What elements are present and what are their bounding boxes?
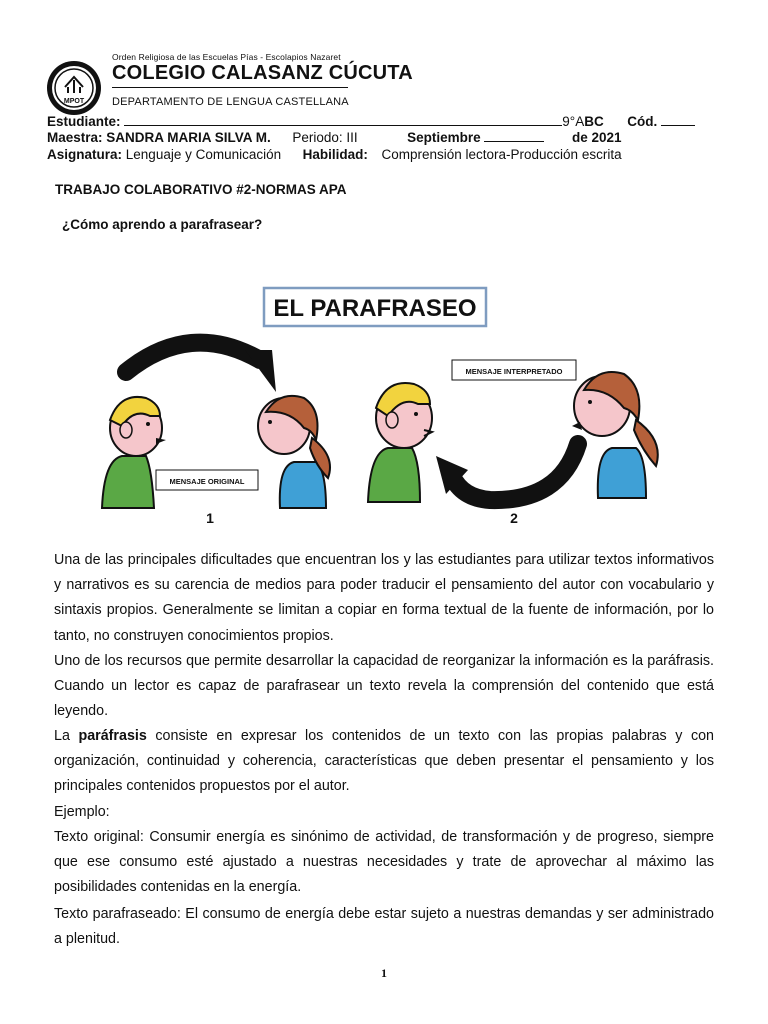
step-number: 1 — [206, 510, 214, 526]
boy-figure — [102, 397, 166, 508]
paragraph: Una de las principales dificultades que encuentran los y las estudiantes para utilizar textos informativos y narrativos es su carencia de medios para poder traducir el pensamiento del autor con vocabulario y sintaxis propios. Generalmente se limitan a copiar en forma textual de la fuente de información, por lo tanto, no construyen conocimientos propios. — [54, 552, 714, 644]
document-title: TRABAJO COLABORATIVO #2-NORMAS APA — [55, 182, 347, 197]
skill-label: Habilidad: — [302, 147, 368, 162]
paragraph-text: consiste en expresar los contenidos de un texto con las propias palabras y con organización, continuidad y coherencia, características que deben presentar el pensamiento y los principales contenidos propuestos por el autor. — [54, 728, 714, 795]
paraphrased-text: Texto parafraseado: El consumo de energía debe estar sujeto a nuestras demandas y ser administrado a plenitud. — [54, 906, 714, 948]
teacher-row — [47, 130, 622, 145]
divider — [112, 87, 348, 88]
svg-text:MENSAJE INTERPRETADO: MENSAJE INTERPRETADO — [465, 367, 563, 376]
month-label: Septiembre — [407, 130, 481, 145]
svg-text:EL PARAFRASEO: EL PARAFRASEO — [273, 295, 477, 322]
girl-figure — [258, 396, 330, 508]
svg-text:MPOT: MPOT — [63, 98, 85, 105]
original-text: Texto original: Consumir energía es sinónimo de actividad, de transformación y de progreso, siempre que ese consumo esté ajustado a nuestras necesidades y trate de aprovechar al máximo las posibilidades contenidas en la energía. — [54, 829, 714, 896]
skill: Comprensión lectora-Producción escrita — [381, 147, 622, 162]
arrow-icon — [126, 343, 276, 392]
code-blank[interactable] — [661, 114, 695, 126]
section-question: ¿Cómo aprendo a parafrasear? — [62, 217, 263, 232]
grade-bold: BC — [584, 114, 604, 129]
order-line: Orden Religiosa de las Escuelas Pías - Escolapios Nazaret — [112, 52, 341, 62]
grade-prefix: 9°A — [562, 114, 585, 129]
example-label: Ejemplo: — [54, 804, 110, 820]
year: de 2021 — [571, 130, 622, 145]
paragraph: Uno de los recursos que permite desarrollar la capacidad de reorganizar la información es la paráfrasis. Cuando un lector es capaz de parafrasear un texto revela la comprensión del contenido que está leyendo. — [54, 653, 714, 720]
teacher-label: Maestra: — [47, 130, 103, 145]
girl-figure — [572, 372, 658, 498]
subject-label: Asignatura: — [47, 147, 123, 162]
subject: Lenguaje y Comunicación — [125, 147, 282, 162]
paragraph-text: La — [54, 728, 70, 744]
student-blank[interactable] — [124, 114, 562, 126]
period: Periodo: III — [292, 130, 358, 145]
school-name: COLEGIO CALASANZ CÚCUTA — [112, 62, 413, 84]
paragraph — [54, 724, 714, 800]
subject-row — [47, 147, 622, 162]
paraphrase-illustration — [90, 280, 680, 530]
school-logo — [46, 60, 102, 116]
student-label: Estudiante: — [47, 114, 121, 129]
department-name: DEPARTAMENTO DE LENGUA CASTELLANA — [112, 96, 349, 108]
keyword: paráfrasis — [78, 728, 147, 744]
page-number: 1 — [381, 966, 387, 980]
step-number: 2 — [510, 510, 518, 526]
code-label: Cód. — [627, 114, 658, 129]
label-interpreted — [452, 360, 576, 380]
student-row — [47, 114, 695, 129]
illustration-heading — [264, 288, 486, 326]
day-blank[interactable] — [484, 130, 544, 142]
label-original — [156, 470, 258, 490]
boy-figure — [368, 383, 432, 502]
teacher-name: SANDRA MARIA SILVA M. — [106, 130, 271, 145]
svg-text:MENSAJE ORIGINAL: MENSAJE ORIGINAL — [169, 477, 245, 486]
arrow-icon — [436, 444, 578, 500]
